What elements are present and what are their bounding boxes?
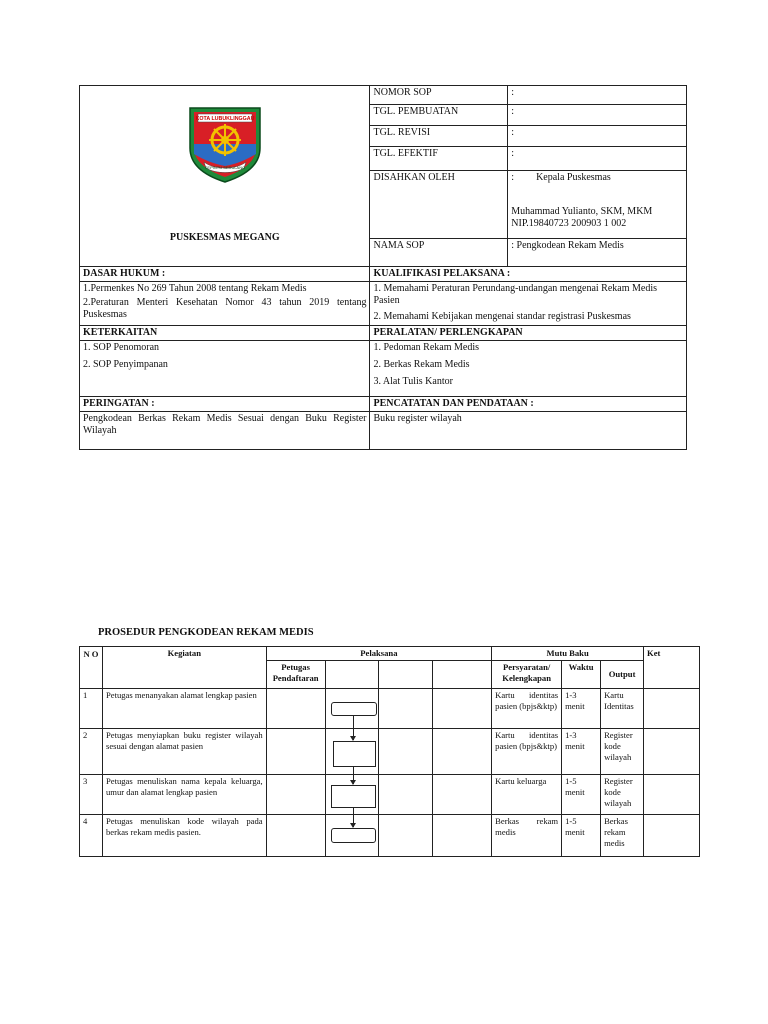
col-persyaratan: Persyaratan/ Kelengkapan bbox=[492, 661, 562, 689]
row-waktu: 1-5 menit bbox=[562, 775, 601, 815]
col-waktu: Waktu bbox=[562, 661, 601, 689]
keterkaitan-list bbox=[80, 341, 370, 397]
pencatatan-title: PENCATATAN DAN PENDATAAN : bbox=[370, 397, 687, 412]
row-persyaratan: Kartu keluarga bbox=[492, 775, 562, 815]
disahkan-label: DISAHKAN OLEH bbox=[370, 171, 508, 239]
procedure-title: PROSEDUR PENGKODEAN REKAM MEDIS bbox=[98, 627, 314, 638]
peralatan-item: 3. Alat Tulis Kantor bbox=[373, 376, 453, 387]
flowchart-terminator-start bbox=[331, 702, 377, 716]
table-row bbox=[80, 689, 700, 729]
kualifikasi-item: 2. Memahami Kebijakan mengenai standar registrasi Puskesmas bbox=[373, 311, 631, 322]
dasar-hukum-title: DASAR HUKUM : bbox=[80, 267, 370, 282]
kualifikasi-title: KUALIFIKASI PELAKSANA : bbox=[370, 267, 687, 282]
col-no: N O bbox=[80, 647, 103, 689]
keterkaitan-item: 2. SOP Penyimpanan bbox=[83, 359, 168, 370]
flowchart-arrow bbox=[353, 807, 354, 827]
row-no: 3 bbox=[80, 775, 103, 815]
disahkan-cell bbox=[508, 171, 687, 239]
tgl-pembuatan-value: : bbox=[508, 105, 687, 126]
disahkan-title: Kepala Puskesmas bbox=[536, 172, 611, 183]
row-no: 4 bbox=[80, 815, 103, 857]
row-waktu: 1-5 menit bbox=[562, 815, 601, 857]
nama-sop-label: NAMA SOP bbox=[370, 239, 508, 267]
dasar-hukum-list bbox=[80, 282, 370, 326]
peralatan-title: PERALATAN/ PERLENGKAPAN bbox=[370, 326, 687, 341]
tgl-revisi-label: TGL. REVISI bbox=[370, 126, 508, 147]
row-persyaratan: Kartu identitas pasien (bpjs&ktp) bbox=[492, 689, 562, 729]
tgl-efektif-value: : bbox=[508, 147, 687, 171]
svg-text:SEPINTU SEDULANG: SEPINTU SEDULANG bbox=[204, 165, 246, 170]
table-row bbox=[80, 815, 700, 857]
disahkan-name: Muhammad Yulianto, SKM, MKM bbox=[511, 206, 653, 217]
row-output: Berkas rekam medis bbox=[601, 815, 644, 857]
row-waktu: 1-3 menit bbox=[562, 689, 601, 729]
peringatan-text: Pengkodean Berkas Rekam Medis Sesuai dengan Buku Register Wilayah bbox=[80, 412, 370, 450]
col-mutu: Mutu Baku bbox=[492, 647, 644, 661]
tgl-efektif-label: TGL. EFEKTIF bbox=[370, 147, 508, 171]
keterkaitan-item: 1. SOP Penomoran bbox=[83, 342, 160, 353]
row-kegiatan: Petugas menuliskan nama kepala keluarga, umur dan alamat lengkap pasien bbox=[102, 775, 266, 815]
row-output: Register kode wilayah bbox=[601, 729, 644, 775]
table-row bbox=[80, 775, 700, 815]
kualifikasi-list bbox=[370, 282, 687, 326]
col-output: Output bbox=[601, 661, 644, 689]
col-pelaksana: Pelaksana bbox=[266, 647, 492, 661]
row-no: 1 bbox=[80, 689, 103, 729]
row-kegiatan: Petugas menanyakan alamat lengkap pasien bbox=[102, 689, 266, 729]
procedure-table bbox=[79, 646, 700, 857]
dasar-hukum-item: 1.Permenkes No 269 Tahun 2008 tentang Rekam Medis bbox=[83, 283, 307, 294]
disahkan-colon: : bbox=[511, 172, 515, 183]
row-persyaratan: Berkas rekam medis bbox=[492, 815, 562, 857]
flowchart-process-step bbox=[333, 741, 376, 767]
logo-cell bbox=[80, 86, 370, 267]
col-ket: Ket bbox=[644, 647, 700, 689]
row-waktu: 1-3 menit bbox=[562, 729, 601, 775]
nama-sop-value: : Pengkodean Rekam Medis bbox=[508, 239, 687, 267]
pencatatan-text: Buku register wilayah bbox=[370, 412, 687, 450]
svg-text:KOTA LUBUKLINGGAU: KOTA LUBUKLINGGAU bbox=[195, 116, 255, 123]
keterkaitan-title: KETERKAITAN bbox=[80, 326, 370, 341]
row-output: Register kode wilayah bbox=[601, 775, 644, 815]
flowchart-process-step bbox=[331, 785, 376, 808]
peralatan-item: 2. Berkas Rekam Medis bbox=[373, 359, 470, 370]
row-kegiatan: Petugas menyiapkan buku register wilayah sesuai dengan alamat pasien bbox=[102, 729, 266, 775]
row-kegiatan: Petugas menuliskan kode wilayah pada berkas rekam medis pasien. bbox=[102, 815, 266, 857]
flowchart-arrow bbox=[353, 766, 354, 784]
kualifikasi-item: 1. Memahami Peraturan Perundang-undangan mengenai Rekam Medis Pasien bbox=[373, 283, 657, 306]
table-row bbox=[80, 729, 700, 775]
flowchart-terminator-end bbox=[331, 828, 376, 843]
flowchart-arrow bbox=[353, 715, 354, 740]
peralatan-list bbox=[370, 341, 687, 397]
org-name: PUSKESMAS MEGANG bbox=[169, 232, 280, 243]
disahkan-nip: NIP.19840723 200903 1 002 bbox=[511, 218, 627, 229]
nomor-sop-label: NOMOR SOP bbox=[370, 86, 508, 105]
col-kegiatan: Kegiatan bbox=[102, 647, 266, 689]
city-emblem-icon bbox=[186, 104, 264, 184]
row-output: Kartu Identitas bbox=[601, 689, 644, 729]
row-persyaratan: Kartu identitas pasien (bpjs&ktp) bbox=[492, 729, 562, 775]
peringatan-title: PERINGATAN : bbox=[80, 397, 370, 412]
peralatan-item: 1. Pedoman Rekam Medis bbox=[373, 342, 480, 353]
tgl-pembuatan-label: TGL. PEMBUATAN bbox=[370, 105, 508, 126]
nomor-sop-value: : bbox=[508, 86, 687, 105]
dasar-hukum-item: 2.Peraturan Menteri Kesehatan Nomor 43 tahun 2019 tentang Puskesmas bbox=[83, 297, 367, 320]
col-petugas: Petugas Pendaftaran bbox=[266, 661, 325, 689]
tgl-revisi-value: : bbox=[508, 126, 687, 147]
sop-header-table bbox=[79, 85, 687, 450]
row-no: 2 bbox=[80, 729, 103, 775]
